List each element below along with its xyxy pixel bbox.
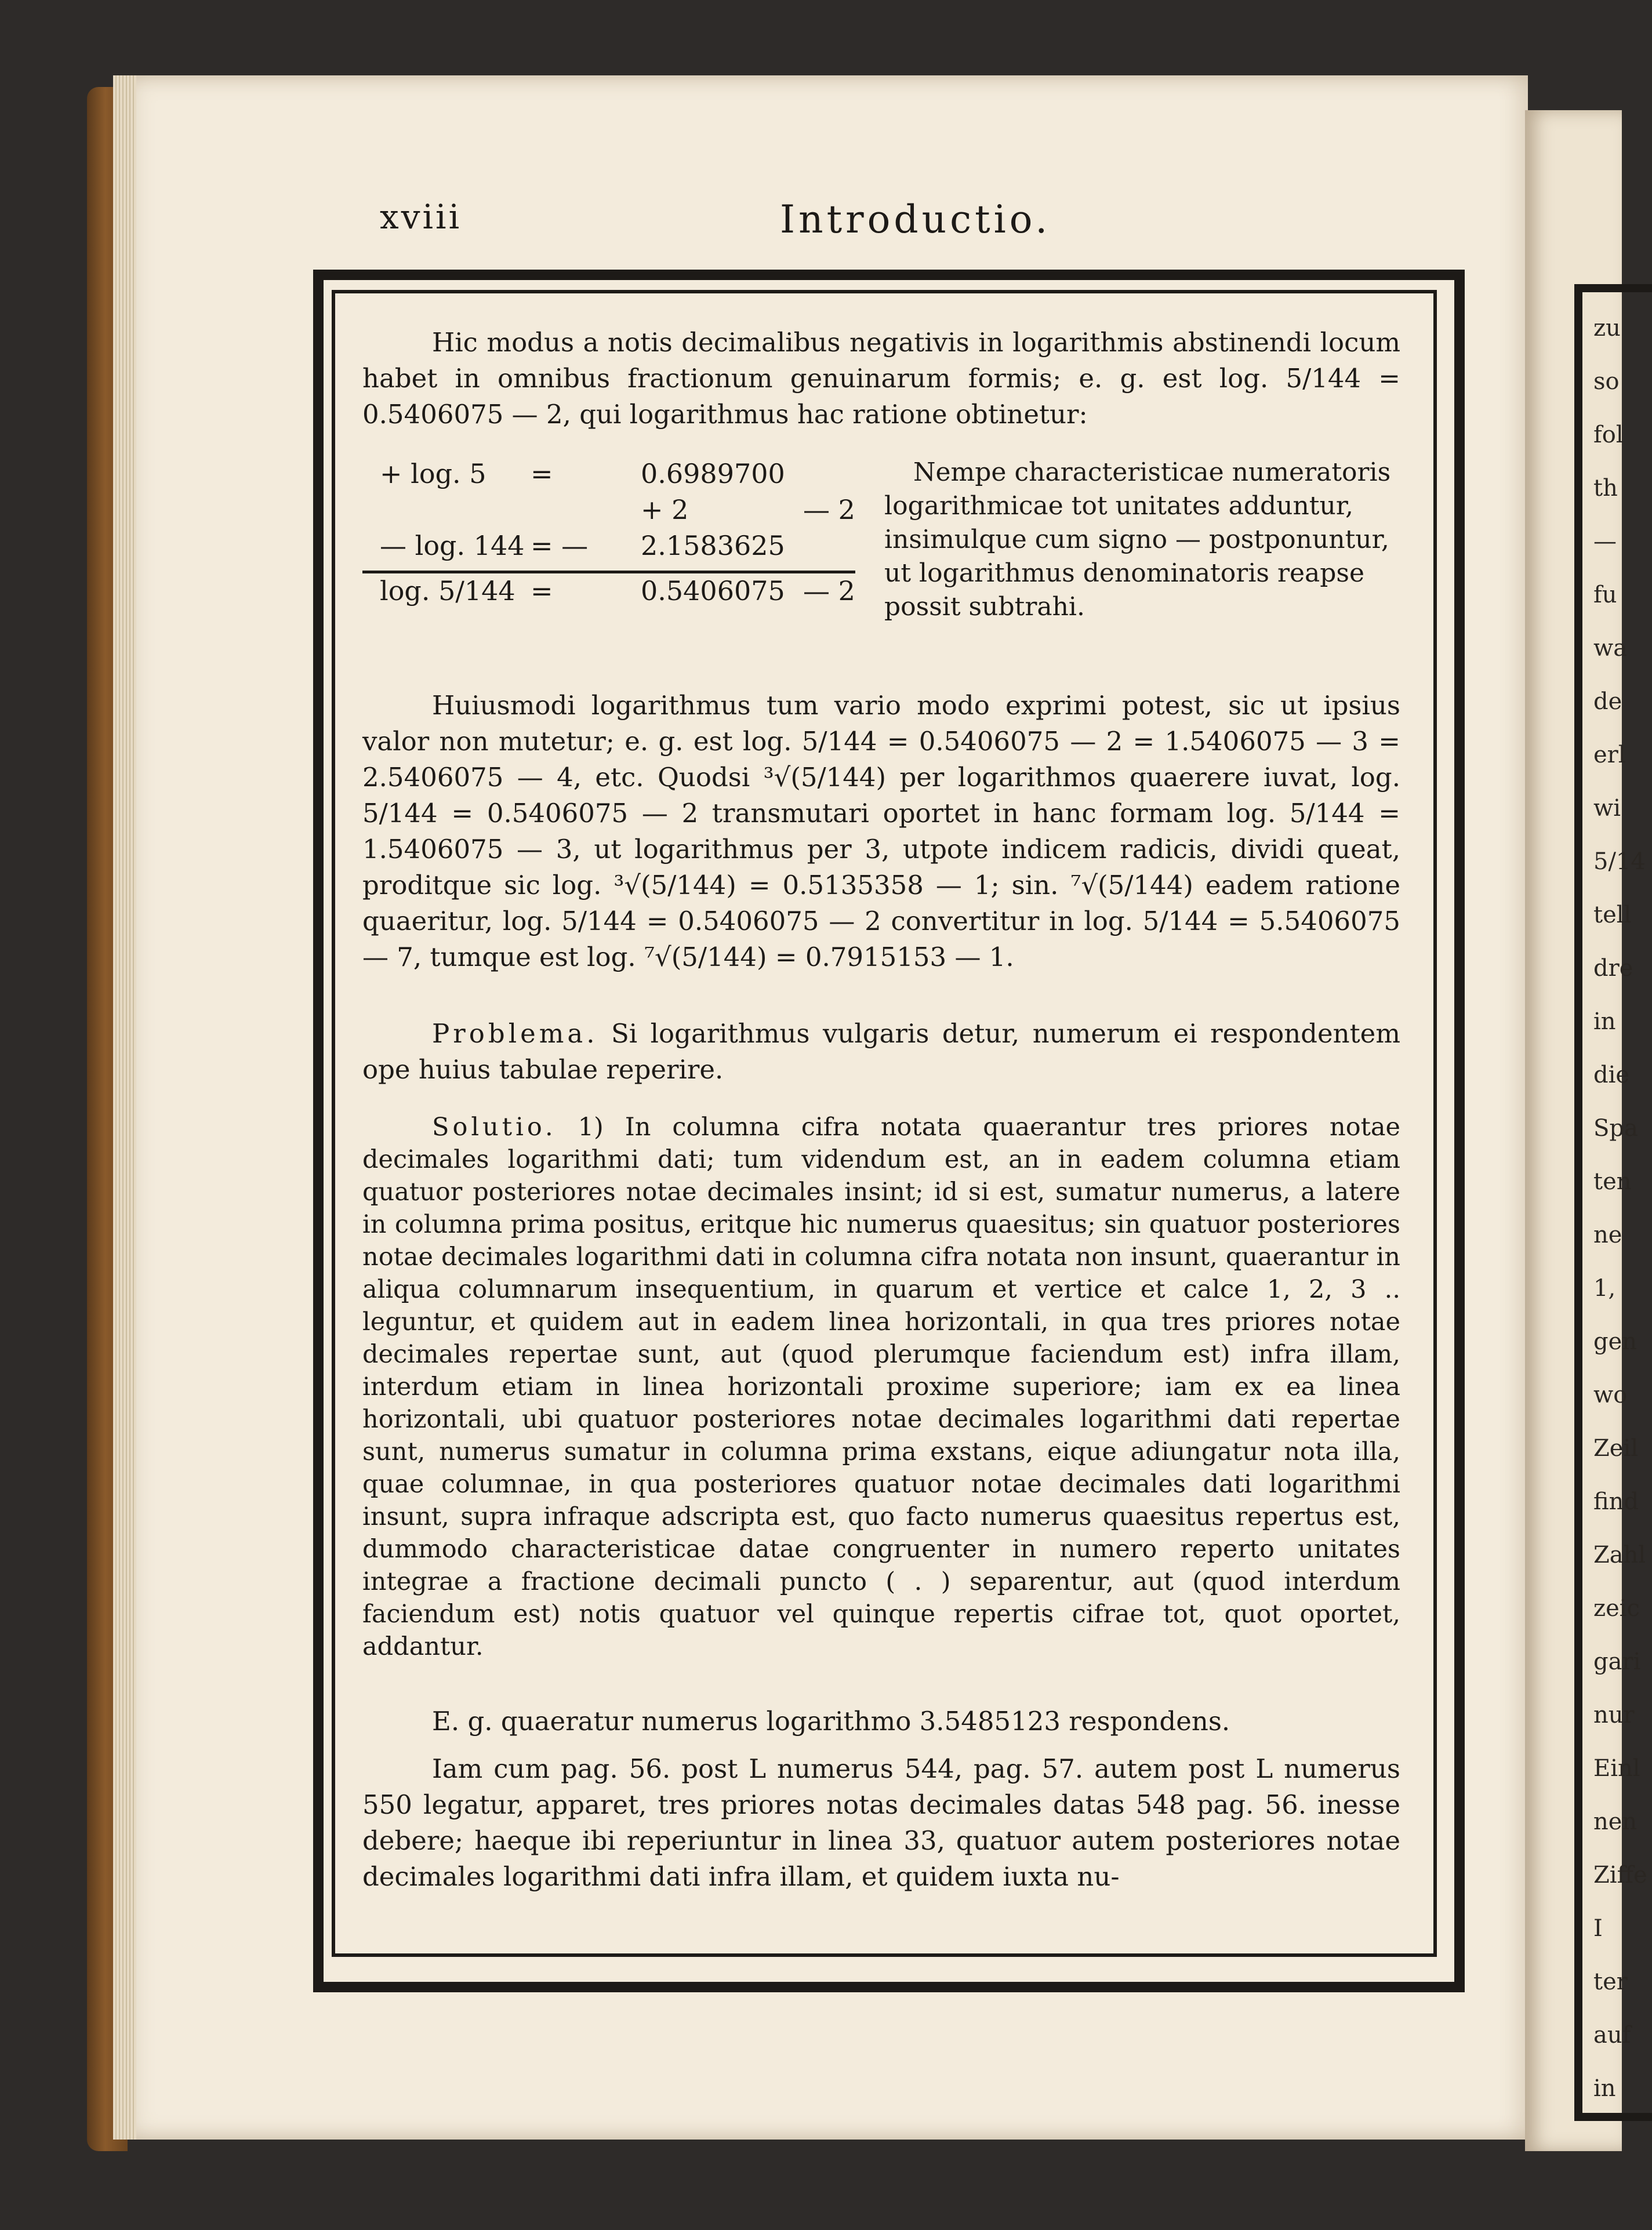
- page-edges: [113, 75, 136, 2140]
- problem-paragraph: [362, 1016, 1400, 1088]
- solution-label: Solutio.: [432, 1113, 557, 1142]
- facing-page-fragment: ter: [1593, 1968, 1628, 1995]
- facing-page-fragment: in: [1593, 1008, 1616, 1035]
- facing-page-fragment: Ziffe: [1593, 1862, 1647, 1888]
- facing-page-fragment: fol: [1593, 422, 1624, 448]
- facing-page-text: [1593, 302, 1647, 2115]
- example-paragraph: Iam cum pag. 56. post L numerus 544, pag. 57. autem post L numerus 550 legatur, apparet, tres priores notas decimales datas 548 pag. 56. inesse debere; haeque ibi reperiuntur in linea 33, quatuor autem posteriores notae decimales logarithmi dati infra illam, et quidem iuxta nu-: [362, 1753, 1400, 1892]
- text-content: [362, 325, 1400, 1895]
- calc-term: — log. 144: [380, 530, 525, 561]
- facing-page-fragment: 1,: [1593, 1275, 1616, 1302]
- running-head: Introductio.: [780, 197, 1051, 242]
- calc-value: 0.5406075: [641, 575, 785, 606]
- facing-page-fragment: Einl: [1593, 1755, 1640, 1782]
- facing-page-fragment: gari: [1593, 1648, 1641, 1675]
- facing-page-fragment: ten: [1593, 1168, 1632, 1195]
- calc-row: [362, 492, 855, 528]
- calc-row: [362, 573, 855, 609]
- solution-text: 1) In columna cifra notata quaerantur tres priores notae decimales logarithmi dati; tum videndum est, an in eadem columna etiam quatuor posteriores notae decimales insint; id si est, sumatur numerus, a latere in columna prima positus, eritque hic numerus quaesitus; sin quatuor posteriores notae decimales logarithmi dati in columna cifra notata non insunt, quaerantur in aliqua columnarum insequentium, in quarum et vertice et calce 1, 2, 3 .. leguntur, et quidem aut in eadem linea horizontali, in qua tres priores notae decimales repertae sunt, aut (quod plerumque faciendum est) infra illam, interdum etiam in linea horizontali proxime superiore; iam ex ea linea horizontali, ubi quatuor posteriores notae decimales logarithmi dati repertae sunt, numerus sumatur in columna prima exstans, eique adiungatur nota illa, quae columnae, in qua posteriores quatuor notae decimales dati logarithmi insunt, supra infraque adscripta est, quo facto numerus quaesitus repertus est, dummodo characteristicae datae congruenter in numero reperto unitates integrae a fractione decimali puncto ( . ) separentur, aut (quod interdum faciendum est) notis quatuor vel quinque repertis cifrae tot, quot oportet, addantur.: [362, 1113, 1401, 1661]
- calc-row: [362, 528, 855, 564]
- facing-page-fragment: in: [1593, 2075, 1616, 2102]
- intro-paragraph: Hic modus a notis decimalibus negativis in logarithmis abstinendi locum habet in omnibus fractionum genuinarum formis; e. g. est log. 5/144 = 0.5406075 — 2, qui logarithmus hac ratione obtinetur:: [362, 327, 1400, 430]
- calc-term: + log. 5: [380, 458, 486, 489]
- facing-page-fragment: Zeil: [1593, 1435, 1639, 1462]
- paragraph-roots: Huiusmodi logarithmus tum vario modo exprimi potest, sic ut ipsius valor non mutetur; e. g. est log. 5/144 = 0.5406075 — 2 = 1.5406075 — 3 = 2.5406075 — 4, etc. Quodsi ³√(5/144) per logarithmos quaerere iuvat, log. 5/144 = 0.5406075 — 2 transmutari oportet in hanc formam log. 5/144 = 1.5406075 — 3, ut logarithmus per 3, utpote indicem radicis, dividi queat, proditque sic log. ³√(5/144) = 0.5135358 — 1; sin. ⁷√(5/144) eadem ratione quaeritur, log. 5/144 = 0.5406075 — 2 convertitur in log. 5/144 = 5.5406075 — 7, tumque est log. ⁷√(5/144) = 0.7915153 — 1.: [362, 690, 1400, 972]
- facing-page-fragment: tell: [1593, 902, 1632, 928]
- facing-page-fragment: I: [1593, 1915, 1603, 1942]
- facing-page-fragment: die: [1593, 1062, 1630, 1088]
- facing-page-fragment: so: [1593, 368, 1620, 395]
- calculation-note: [884, 456, 1400, 624]
- calc-sign: = —: [531, 530, 589, 561]
- calc-sign: =: [531, 575, 553, 606]
- calc-term: log. 5/144: [380, 575, 515, 606]
- facing-page-fragment: th: [1593, 475, 1618, 502]
- facing-page-fragment: gen: [1593, 1328, 1638, 1355]
- facing-page-fragment: zu: [1593, 315, 1621, 342]
- facing-page-fragment: auf: [1593, 2022, 1631, 2049]
- facing-page-fragment: wo: [1593, 1382, 1628, 1408]
- calc-row: [362, 456, 855, 492]
- facing-page-fragment: nur: [1593, 1702, 1635, 1728]
- facing-page-fragment: wi: [1593, 795, 1621, 822]
- facing-page-fragment: erl: [1593, 742, 1626, 768]
- calc-value: + 2: [641, 494, 689, 525]
- facing-page: [1525, 110, 1647, 2151]
- facing-page-fragment: Zahl: [1593, 1542, 1646, 1568]
- facing-page-fragment: —: [1593, 528, 1617, 555]
- solution-paragraph: [362, 1111, 1400, 1663]
- facing-page-fragment: nen: [1593, 1808, 1638, 1835]
- facing-page-fragment: dre: [1593, 955, 1633, 982]
- calc-adjust: — 2: [803, 494, 855, 525]
- logarithm-calculation: [362, 456, 1400, 664]
- facing-page-fragment: 5/14: [1593, 848, 1646, 875]
- problem-text: Si logarithmus vulgaris detur, numerum ei respondentem ope huius tabulae reperire.: [362, 1018, 1400, 1085]
- facing-page-fragment: ne: [1593, 1222, 1622, 1248]
- facing-page-fragment: wa: [1593, 635, 1628, 662]
- calculation-note-text: Nempe characteristicae numeratoris logarithmicae tot unitates adduntur, insimulque cum signo — postponuntur, ut logarithmus denominatoris reapse possit subtrahi.: [884, 457, 1391, 622]
- facing-page-fragment: fu: [1593, 582, 1617, 608]
- facing-page-fragment: de: [1593, 688, 1622, 715]
- facing-page-fragment: Spa: [1593, 1115, 1638, 1142]
- calc-adjust: — 2: [803, 575, 855, 606]
- calculation-table: [362, 456, 855, 609]
- facing-page-fragment: zeic: [1593, 1595, 1640, 1622]
- calc-sign: =: [531, 458, 553, 489]
- facing-page-fragment: find: [1593, 1488, 1639, 1515]
- example-heading: E. g. quaeratur numerus logarithmo 3.5485123 respondens.: [432, 1706, 1230, 1737]
- problem-label: Problema.: [432, 1018, 598, 1049]
- page-number: xviii: [380, 197, 462, 237]
- calc-value: 0.6989700: [641, 458, 785, 489]
- calc-value: 2.1583625: [641, 530, 785, 561]
